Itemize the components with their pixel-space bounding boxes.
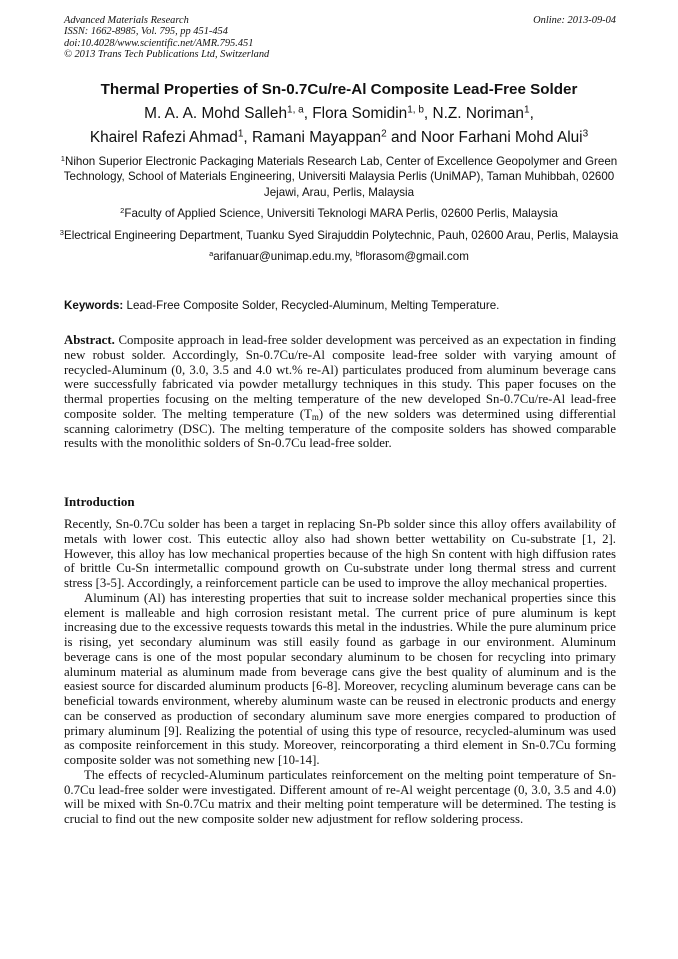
affiliation-mark: 2 [120, 206, 125, 216]
journal-header [64, 15, 616, 60]
author-name: Noor Farhani Mohd Alui [420, 128, 583, 146]
email-mark: b [355, 248, 360, 258]
author-name: M. A. A. Mohd Salleh [144, 105, 288, 122]
paragraph: The effects of recycled-Aluminum particulates reinforcement on the melting point temperature of Sn-0.7Cu lead-free solder were investigated. Different amount of re-Al weight percentage (0, 3.0, 3.5 and 4.0) will be mixed with Sn-0.7Cu matrix and their melting point temperature will be determined. The testing is crucial to find out the new composite solder new adjustment for reflow soldering process. [64, 767, 616, 826]
email-link[interactable]: arifanuar@unimap.edu.my [213, 250, 350, 264]
affiliation-mark: 3 [59, 227, 64, 237]
author-list [30, 102, 648, 149]
abstract-section [64, 333, 616, 451]
author-affil-mark: 1 [237, 128, 244, 139]
journal-name: Advanced Materials Research [64, 15, 189, 26]
author-line-1 [30, 102, 648, 126]
author-name: Khairel Rafezi Ahmad [89, 128, 238, 146]
doi-line: doi:10.4028/www.scientific.net/AMR.795.451 [64, 37, 254, 49]
email-link[interactable]: florasom@gmail.com [359, 250, 469, 264]
author-name: Flora Somidin [312, 105, 408, 122]
paper-title: Thermal Properties of Sn-0.7Cu/re-Al Composite Lead-Free Solder [100, 81, 578, 98]
keywords-label: Keywords: [64, 299, 124, 312]
keywords-section [64, 298, 624, 313]
author-line-2 [30, 126, 648, 150]
section-heading: Introduction [64, 494, 135, 509]
author-affil-mark: 1, b [407, 104, 424, 116]
author-separator: , [423, 105, 433, 122]
author-separator: , [529, 105, 534, 122]
copyright-line: © 2013 Trans Tech Publications Ltd, Switzerland [64, 48, 270, 60]
issn-line: ISSN: 1662-8985, Vol. 795, pp 451-454 [64, 26, 228, 38]
abstract-text: Composite approach in lead-free solder development was perceived as an expectation in finding new robust solder. Accordingly, Sn-0.7Cu/re-Al composite lead-free solder with varying amount of recycled-Aluminum (0, 3.0, 3.5 and 4.0 wt.% re-Al) particulates produced from aluminum beverage cans were successfully fabricated via powder metallurgy techniques in this study. This paper focuses on the thermal properties focusing on the melting temperature of the new developed Sn-0.7Cu/re-Al lead-free composite solder. The melting temperature (T [64, 333, 616, 421]
author-affil-mark: 2 [381, 128, 387, 139]
affiliation-text: Electrical Engineering Department, Tuanku Syed Sirajuddin Polytechnic, Pauh, 02600 Arau, Perlis, Malaysia [63, 228, 619, 242]
author-emails [58, 249, 620, 264]
affiliation-mark: 1 [60, 153, 65, 163]
author-separator: , [243, 128, 252, 146]
author-affil-mark: 3 [582, 128, 589, 139]
author-name: N.Z. Noriman [432, 105, 524, 122]
introduction-body [64, 517, 616, 827]
author-separator: , [303, 105, 313, 122]
paragraph: Aluminum (Al) has interesting properties that suit to increase solder mechanical properties since this element is malleable and high corrosion resistant metal. The current price of pure aluminum is kept increasing due to the excessive requests towards this metal in the industries. While the pure aluminum price is rising, yet secondary aluminum was still easily found as garbage in our environment. Aluminum beverage cans is one of the most popular secondary aluminum to be chosen for recycling into primary aluminum material as aluminum made from beverage cans give the best quality of aluminum and is the easiest source for discarded aluminum products [6-8]. Moreover, recycling aluminum beverage cans can be beneficial towards environment, whereby aluminum waste can be reused in electronic products and energy can be conserved as production of secondary aluminum save more energies compared to production of primary aluminum [9]. Realizing the potential of using this type of resource, recycled-aluminum was used as composite reinforcement in this study. Moreover, reincorporating a third element in Sn-0.7Cu forming composite solder was not something new [10-14]. [64, 590, 616, 767]
keywords-text: Lead-Free Composite Solder, Recycled-Aluminum, Melting Temperature. [123, 299, 500, 312]
affiliation-text: Faculty of Applied Science, Universiti Teknologi MARA Perlis, 02600 Perlis, Malaysia [124, 207, 558, 221]
affiliation-3 [58, 228, 620, 243]
online-date: Online: 2013-09-04 [533, 15, 616, 26]
author-conjunction: and [386, 128, 421, 146]
paragraph: Recently, Sn-0.7Cu solder has been a target in replacing Sn-Pb solder since this alloy offers availability of metals with lower cost. This eutectic alloy also had shown better wettability on Cu-substrate [1, 2]. However, this alloy has low mechanical properties because of the high Sn content with high diffusion rates of brittle Cu-Sn intermetallic compound growth on Cu-substrate under long thermal stress and current stress [3-5]. Accordingly, a reinforcement particle can be used to improve the alloy mechanical properties. [64, 517, 616, 590]
abstract-label: Abstract. [64, 333, 115, 347]
email-mark: a [209, 248, 214, 258]
subscript: m [311, 411, 319, 422]
author-affil-mark: 1 [524, 104, 530, 116]
abstract-text: ) of the new solders was determined using differential scanning calorimetry (DSC). The melting temperature of the composite solders has showed comparable results with the monolithic solders of Sn-0.7Cu lead-free solder. [64, 406, 616, 451]
affiliation-list [58, 154, 620, 264]
author-name: Ramani Mayappan [251, 128, 382, 146]
author-affil-mark: 1, a [287, 104, 304, 116]
affiliation-text: Nihon Superior Electronic Packaging Materials Research Lab, Center of Excellence Geopolymer and Green Technology, School of Materials Engineering, Universiti Malaysia Perlis (UniMAP), Taman Muhibbah, 02600 Jejawi, Arau, Perlis, Malaysia [63, 155, 618, 199]
affiliation-2 [58, 206, 620, 221]
affiliation-1 [58, 154, 620, 200]
email-separator: , [349, 250, 356, 264]
